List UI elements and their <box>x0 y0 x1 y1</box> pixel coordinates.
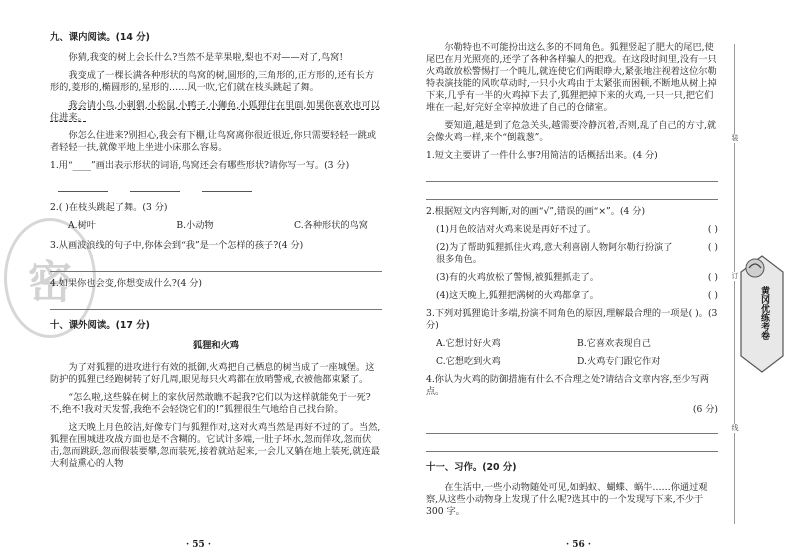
answer-blank[interactable] <box>202 180 252 192</box>
option-b[interactable]: B.小动物 <box>176 220 214 231</box>
question-3: 3.从画波浪线的句子中,你体会到“我”是一个怎样的孩子?(4 分) <box>50 240 304 251</box>
question-2-options <box>68 220 368 232</box>
answer-line[interactable] <box>426 420 718 434</box>
binding-mark: 订 <box>729 272 741 281</box>
answer-line[interactable] <box>50 296 382 310</box>
question-1: 1.用“____”画出表示形状的词语,鸟窝还会有哪些形状?请你写一写。(3 分) <box>50 160 350 171</box>
question-4: 4.你认为火鸡的防御措施有什么不合理之处?请结合文章内容,至少写两点。 <box>426 374 710 397</box>
answer-line[interactable] <box>50 258 382 272</box>
binding-mark: 线 <box>729 424 741 433</box>
story-paragraph: 这天晚上月色皎洁,好像专门与狐狸作对,这对火鸡当然是再好不过的了。当然,狐狸在围城进攻战方面也是不含糊的。它试计多端,一肚子坏水,忽而佯攻,忽而伏击,忽而跳跃,忽而假装要攀,忽而装死,接着就站起来,一会儿又躺在地上装死,就连最大利益熏心的人物 <box>50 422 381 469</box>
right-content <box>426 42 718 524</box>
judge-text: (4)这天晚上,狐狸把满树的火鸡都拿了。 <box>436 290 599 301</box>
answer-line[interactable] <box>426 186 718 200</box>
option-a[interactable]: A.树叶 <box>68 220 96 231</box>
option-c[interactable]: C.它想吃到火鸡 <box>436 356 501 367</box>
question-3: 3.下列对狐狸诡计多端,扮演不同角色的原因,理解最合理的一项是( )。(3 分) <box>426 308 718 331</box>
option-b[interactable]: B.它喜欢表现自己 <box>577 338 651 349</box>
passage-paragraph: 你猜,我变的树上会长什么?当然不是苹果啦,梨也不对——对了,鸟窝! <box>68 52 344 63</box>
question-2: 2.根据短文内容判断,对的画“√”,错误的画“×”。(4 分) <box>426 206 646 217</box>
option-d[interactable]: D.火鸡专门跟它作对 <box>577 356 661 367</box>
question-4: 4.如果你也会变,你想变成什么?(4 分) <box>50 278 202 289</box>
judge-text: (3)有的火鸡放松了警惕,被狐狸抓走了。 <box>436 272 599 283</box>
question-2: 2.( )在枝头跳起了舞。(3 分) <box>50 202 168 213</box>
judge-answer[interactable]: ( ) <box>707 242 718 253</box>
question-3-options <box>436 338 718 368</box>
option-c[interactable]: C.各种形状的鸟窝 <box>294 220 368 231</box>
stamp-glyph: 密 <box>28 257 72 308</box>
binding-sidebar <box>731 44 786 524</box>
passage-paragraph: 你怎么住进来?别担心,我会有下棚,让鸟窝离你很近很近,你只需要轻轻一跳或者轻轻一扶,就像平地上坐进小床那么容易。 <box>50 130 377 153</box>
story-title: 狐狸和火鸡 <box>193 340 239 351</box>
judge-item <box>436 290 718 302</box>
story-paragraph: “怎么啦,这些躲在树上的家伙居然敢瞧不起我?它们以为这样就能免于一死?不,绝不!我对天发誓,我绝不会轻饶它们的!”狐狸很生气地给自己找台阶。 <box>50 392 371 415</box>
story-paragraph: 要知道,越是到了危急关头,越需要冷静沉着,否则,乱了自己的方寸,就会像火鸡一样,来个“倒栽葱”。 <box>426 120 717 143</box>
option-a[interactable]: A.它想讨好火鸡 <box>436 338 501 349</box>
story-paragraph: 尔勒特也不可能扮出这么多的不同角色。狐狸竖起了肥大的尾巴,使尾巴在月光照亮的,还学了各种各样骗人的把戏。在这段时间里,没有一只火鸡敢放松警惕打一个盹儿,就连使它们两眼睁大,紧张地注视着这位尔勒特表演技能的风吹草动时,一只小火鸡由于太紧张而困顿,不断地从树上掉下来,几乎有一半的火鸡掉下去了,狐狸把掉下来的火鸡,一只一只,把它们堆在一起,好完好全宰掉放进了自己的仓储室。 <box>426 42 717 113</box>
answer-line[interactable] <box>426 168 718 182</box>
passage-paragraph-wavy: 我会请小鸟,小刺猬,小松鼠,小鸭子,小狮鱼,小狐狸住在里面,如果你喜欢也可以住进来。 <box>50 100 380 123</box>
judge-item <box>436 272 718 284</box>
section-11-title: 十一、习作。(20 分) <box>426 462 517 473</box>
question-4-score: (6 分) <box>692 404 718 415</box>
judge-answer[interactable]: ( ) <box>707 272 718 283</box>
binding-mark: 装 <box>729 134 741 143</box>
story-paragraph: 为了对狐狸的进攻进行有效的抵御,火鸡把自己栖息的树当成了一座城堡。这防护的狐狸已经跑树转了好几周,眼见每只火鸡都在放哨警戒,衣被他都束紧了。 <box>50 362 375 385</box>
page-number: · 55 · <box>186 540 212 550</box>
section-10-title: 十、课外阅读。(17 分) <box>50 320 150 331</box>
answer-blanks <box>58 180 382 192</box>
section-9-title: 九、课内阅读。(14 分) <box>50 32 150 43</box>
page-number: · 56 · <box>566 540 592 550</box>
judge-item <box>436 242 718 266</box>
essay-prompt: 在生活中,一些小动物随处可见,如蚂蚁、蝴蝶、蜗牛……你通过观察,从这些小动物身上发现了什么呢?选其中的一个发现写下来,不少于 300 字。 <box>426 482 708 517</box>
judge-text: (2)为了帮助狐狸抓住火鸡,意大利喜剧人物阿尔勒行扮演了很多角色。 <box>436 242 673 265</box>
judge-answer[interactable]: ( ) <box>707 290 718 301</box>
answer-blank[interactable] <box>58 180 108 192</box>
judge-answer[interactable]: ( ) <box>707 224 718 235</box>
series-badge-text: 黄冈优练考卷 <box>759 286 769 340</box>
judge-item <box>436 224 718 236</box>
question-1: 1.短文主要讲了一件什么事?用简洁的话概括出来。(4 分) <box>426 150 658 161</box>
passage-paragraph: 我变成了一棵长满各种形状的鸟窝的树,圆形的,三角形的,正方形的,还有长方形的,菱形的,椭圆形的,星形的……风一吹,它们就在枝头跳起了舞。 <box>50 70 375 93</box>
answer-blank[interactable] <box>130 180 180 192</box>
judge-text: (1)月色皎洁对火鸡来说是再好不过了。 <box>436 224 597 235</box>
left-content <box>50 32 382 476</box>
answer-line[interactable] <box>426 438 718 452</box>
